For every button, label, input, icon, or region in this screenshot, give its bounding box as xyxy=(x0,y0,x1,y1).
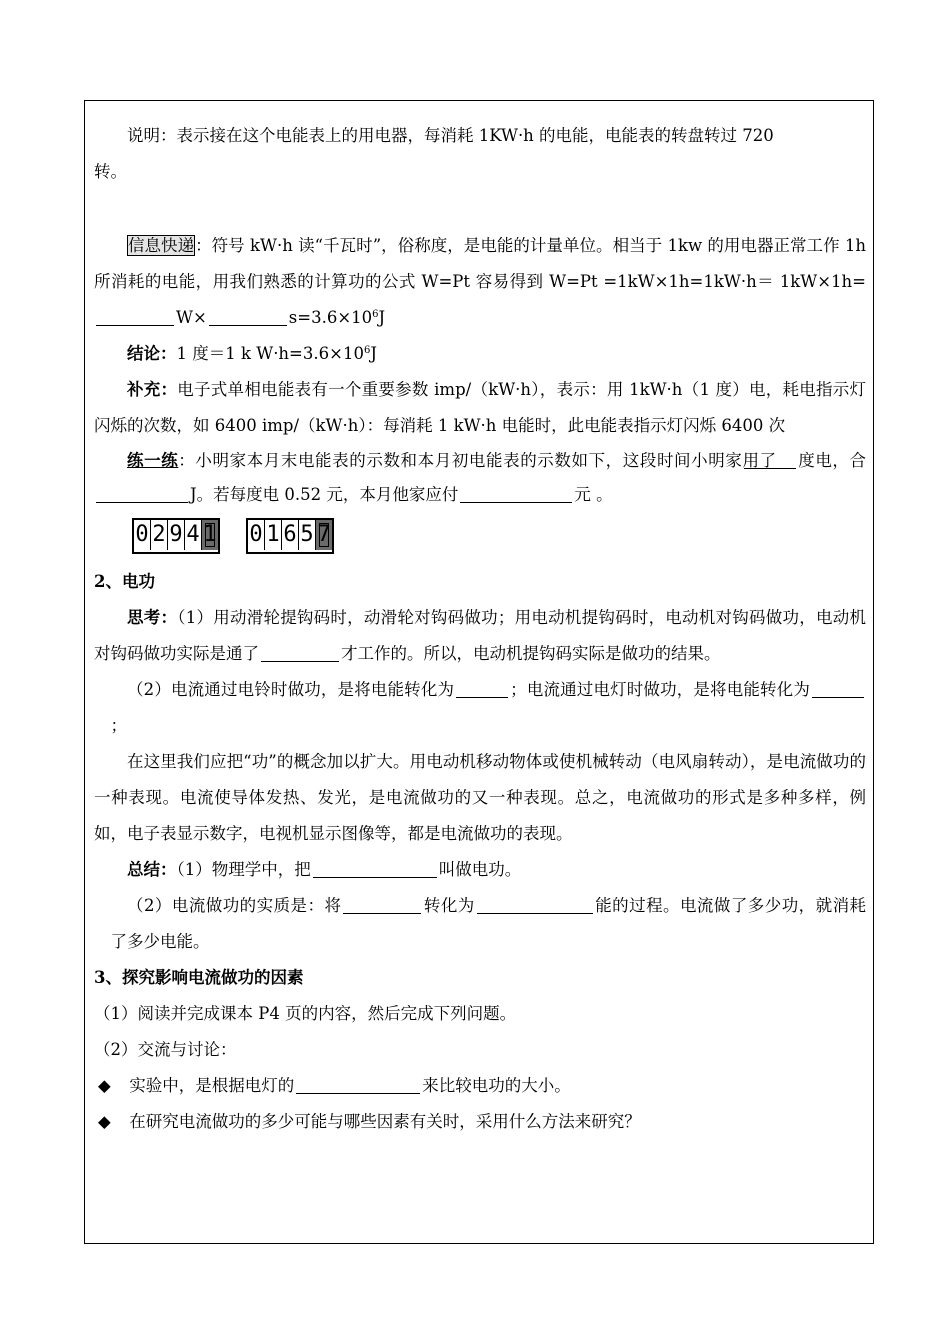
meter-start-digit: 0 xyxy=(248,520,265,550)
think-label: 思考： xyxy=(127,608,178,627)
think-2a: （2）电流通过电铃时做功，是将电能转化为 xyxy=(127,680,455,699)
blank-bell-energy[interactable] xyxy=(456,679,508,698)
bullet-item-2 xyxy=(94,1104,866,1140)
summary-paragraph-2 xyxy=(94,888,866,960)
supplement-paragraph xyxy=(94,372,866,444)
think-paragraph-2 xyxy=(94,672,866,744)
think-2c: ； xyxy=(110,716,127,735)
practice-text-c: J。若每度电 0.52 元，本月他家应付 xyxy=(190,485,459,504)
blank-current[interactable] xyxy=(261,643,339,662)
think-1b: 才工作的。所以，电动机提钩码实际是 xyxy=(341,644,622,663)
meter-start-digit: 1 xyxy=(265,520,282,550)
think-1a: （1）用动滑轮提钩码时，动滑轮对钩码做功；用电动机提钩码时，电动机对钩码做功，电动机对钩码做功实际是通了 xyxy=(94,608,866,663)
summary-2a: （2）电流做功的实质是：将 xyxy=(127,896,342,915)
practice-text-a: ：小明家本月末电能表的示数和本月初电能表的示数如下，这段时间小明家用了 xyxy=(178,451,777,470)
intro-line-2: 转。 xyxy=(94,162,127,181)
s3-item-1: （1）阅读并完成课本 P4 页的内容，然后完成下列问题。 xyxy=(94,1004,517,1023)
practice-text-b: 度电，合 xyxy=(797,451,867,470)
blank-watts[interactable] xyxy=(96,307,174,326)
conclusion-unit: J xyxy=(370,344,377,363)
meter-start-decimal-digit: 7 xyxy=(316,520,332,550)
meter-end-digit: 0 xyxy=(134,520,151,550)
section-2-title: 2、电功 xyxy=(94,572,155,591)
blank-cost[interactable] xyxy=(460,484,572,503)
diamond-bullet-icon: ◆ xyxy=(98,1076,111,1095)
summary-label: 总结： xyxy=(127,860,177,879)
bullet-1a: 实验中，是根据电灯的 xyxy=(129,1076,295,1095)
expand-paragraph: 在这里我们应把“功”的概念加以扩大。用电动机移动物体或使机械转动（电风扇转动），是电流做功的一种表现。电流使导体发热、发光，是电流做功的又一种表现。总之，电流做功的形式是多种多样，例如，电子表显示数字，电视机显示图像等，都是电流做功的表现。 xyxy=(94,752,866,843)
supplement-text: 电子式单相电能表有一个重要参数 imp/（kW·h），表示：用 1kW·h（1 度）电，耗电指示灯闪烁的次数，如 6400 imp/（kW·h）：每消耗 1 kW·h 电能时，此电能表指示灯闪烁 6400 次 xyxy=(94,380,867,435)
meter-start-digit: 6 xyxy=(282,520,299,550)
blank-source-energy[interactable] xyxy=(343,895,421,914)
summary-2c: 能的过程。电流做了多少功，就消耗了多少电能。 xyxy=(110,896,867,951)
info-text-a: ：符号 kW·h 读“千瓦时”，俗称度，是电能的计量单位。相当于 1kw 的用电器正常工作 1h 所消耗的电能，用我们熟悉的计算功的公式 W=Pt 容易得到 W=Pt =1kW×1h=1kW·h＝ 1kW×1h= xyxy=(94,236,866,291)
practice-label: 练一练 xyxy=(127,451,179,470)
conclusion-label: 结论： xyxy=(127,344,177,363)
diamond-bullet-icon: ◆ xyxy=(98,1112,111,1131)
blank-seconds[interactable] xyxy=(209,307,287,326)
info-label: 信息快递 xyxy=(128,236,195,255)
meter-start-digit: 5 xyxy=(299,520,316,550)
info-exponent: 6 xyxy=(372,309,379,320)
meter-end-decimal-digit: 1 xyxy=(202,520,218,550)
think-paragraph-1 xyxy=(94,600,866,672)
blank-definition[interactable] xyxy=(313,859,437,878)
think-2b: ；电流通过电灯时做功，是将电能转化为 xyxy=(510,680,810,699)
section-3-title: 3、探究影响电流做功的因素 xyxy=(94,968,304,987)
spacer xyxy=(94,190,866,228)
meter-readings xyxy=(94,512,866,564)
practice-text-d: 元 。 xyxy=(574,485,613,504)
meter-start-of-month xyxy=(246,518,334,554)
practice-paragraph xyxy=(94,444,866,512)
bullet-1b: 来比较电功的大小。 xyxy=(422,1076,571,1095)
bullet-2: 在研究电流做功的多少可能与哪些因素有关时，采用什么方法来研究？ xyxy=(129,1112,641,1131)
info-text-b: W× xyxy=(176,308,207,327)
summary-paragraph-1 xyxy=(94,852,866,888)
meter-end-digit: 4 xyxy=(185,520,202,550)
blank-brightness[interactable] xyxy=(296,1075,420,1094)
intro-line-1: 说明：表示接在这个电能表上的用电器，每消耗 1KW·h 的电能，电能表的转盘转过 720 xyxy=(127,126,774,145)
summary-1b: 叫做电功。 xyxy=(438,860,522,879)
summary-1a: （1）物理学中，把 xyxy=(176,860,311,879)
blank-target-energy[interactable] xyxy=(477,895,593,914)
info-unit: J xyxy=(378,308,386,327)
meter-end-digit: 9 xyxy=(168,520,185,550)
blank-lamp-energy[interactable] xyxy=(812,679,864,698)
meter-end-of-month xyxy=(132,518,220,554)
info-paragraph xyxy=(94,228,866,336)
conclusion-paragraph xyxy=(94,336,866,372)
s3-item-2: （2）交流与讨论： xyxy=(94,1040,237,1059)
info-text-c: s=3.6×10 xyxy=(288,308,373,327)
conclusion-text: 1 度＝1 k W·h=3.6×10 xyxy=(176,344,364,363)
supplement-label: 补充： xyxy=(127,380,178,399)
conclusion-exponent: 6 xyxy=(363,345,371,356)
think-1c: 做功的结果。 xyxy=(621,644,721,663)
blank-joules[interactable] xyxy=(96,484,188,503)
meter-end-digit: 2 xyxy=(151,520,168,550)
bullet-item-1 xyxy=(94,1068,866,1104)
document-body xyxy=(94,118,866,1140)
summary-2b: 转化为 xyxy=(423,896,475,915)
blank-kwh[interactable] xyxy=(744,450,796,469)
